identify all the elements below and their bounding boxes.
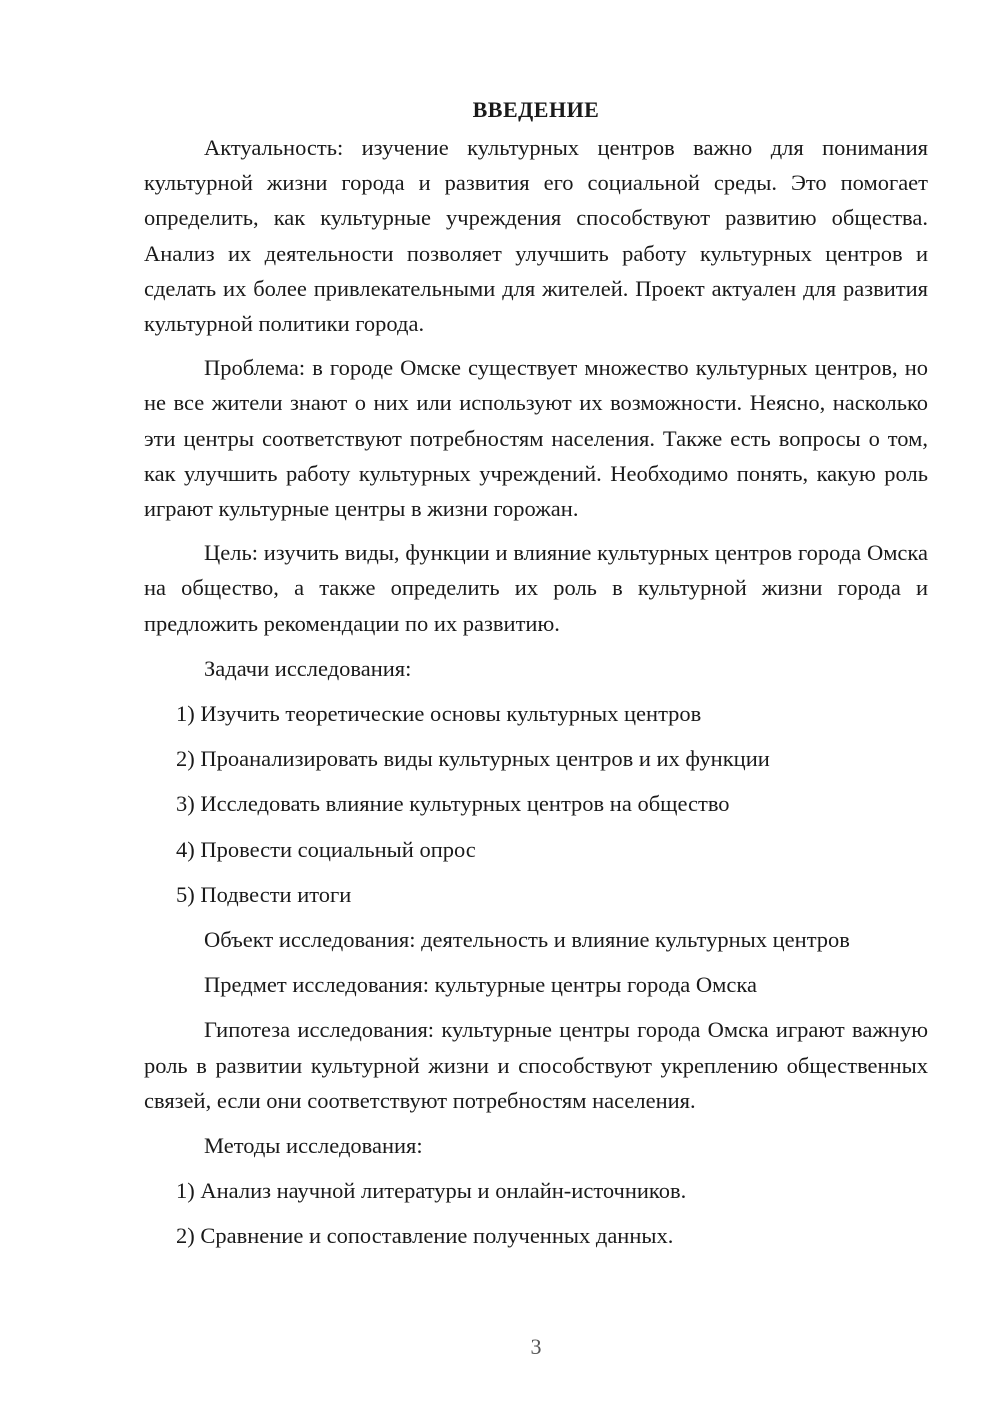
document-page: [144, 92, 928, 1254]
relevance-paragraph: Актуальность: изучение культурных центров важно для понимания культурной жизни города и развития его социальной среды. Это помогает определить, как культурные учреждения способствуют развитию общества. Анализ их деятельности позволяет улучшить работу культурных центров и сделать их более привлекательными для жителей. Проект актуален для развития культурной политики города.: [144, 135, 928, 337]
list-item: 5) Подвести итоги: [176, 881, 352, 907]
hypothesis-paragraph: Гипотеза исследования: культурные центры города Омска играют важную роль в развитии культурной жизни и способствуют укреплению общественных связей, если они соответствуют потребностям населения.: [144, 1017, 928, 1113]
methods-heading: Методы исследования:: [204, 1133, 423, 1159]
list-item: 1) Анализ научной литературы и онлайн-источников.: [176, 1178, 687, 1204]
list-item: 2) Проанализировать виды культурных центров и их функции: [176, 746, 770, 772]
list-item: 3) Исследовать влияние культурных центров на общество: [176, 791, 730, 817]
tasks-list: [144, 696, 928, 912]
subject-line: Предмет исследования: культурные центры города Омска: [204, 972, 757, 998]
goal-paragraph: Цель: изучить виды, функции и влияние культурных центров города Омска на общество, а также определить их роль в культурной жизни города и предложить рекомендации по их развитию.: [144, 540, 928, 636]
list-item: 1) Изучить теоретические основы культурных центров: [176, 701, 702, 727]
list-item: 4) Провести социальный опрос: [176, 836, 476, 862]
object-line: Объект исследования: деятельность и влияние культурных центров: [204, 927, 850, 953]
page-title: ВВЕДЕНИЕ: [472, 97, 600, 122]
page-number: 3: [530, 1334, 542, 1359]
list-item: 2) Сравнение и сопоставление полученных данных.: [176, 1223, 674, 1249]
methods-list: [144, 1173, 928, 1253]
problem-paragraph: Проблема: в городе Омске существует множество культурных центров, но не все жители знают о них или используют их возможности. Неясно, насколько эти центры соответствуют потребностям населения. Также есть вопросы о том, как улучшить работу культурных учреждений. Необходимо понять, какую роль играют культурные центры в жизни горожан.: [144, 355, 928, 522]
tasks-heading: Задачи исследования:: [204, 655, 412, 681]
